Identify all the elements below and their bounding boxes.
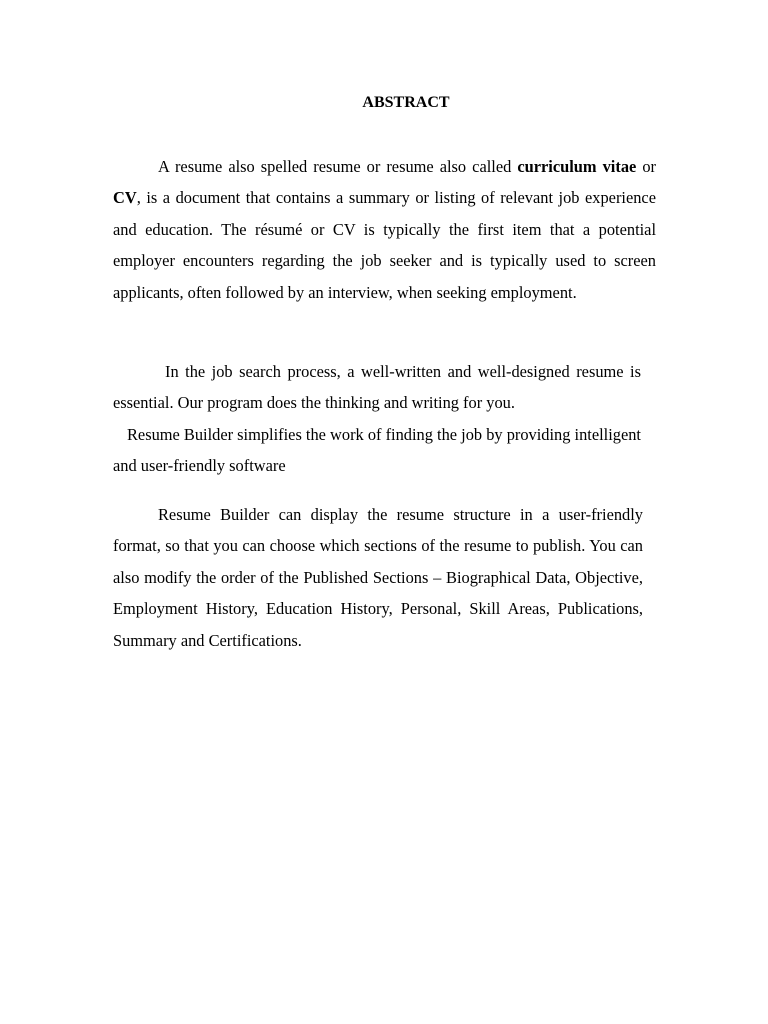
- paragraph-2-line-1: In the job search process, a well-written and well-designed resume is essential. Our program does the thinking and writing for you.: [113, 362, 641, 413]
- abstract-paragraph-3: Resume Builder can display the resume structure in a user-friendly format, so that you can choose which sections of the resume to publish. You can also modify the order of the Published Sections – Biographical Data, Objective, Employment History, Education History, Personal, Skill Areas, Publications, Summary and Certifications.: [113, 505, 643, 650]
- bold-term-curriculum-vitae: curriculum vitae: [517, 157, 637, 176]
- abstract-paragraph-2: [113, 356, 641, 482]
- abstract-paragraph-1: [113, 151, 656, 308]
- bold-term-cv: CV: [113, 188, 137, 208]
- paragraph-1-text-between: or: [636, 157, 656, 176]
- paragraph-1-text-start: A resume also spelled resume or resume also called: [158, 157, 518, 176]
- document-title: ABSTRACT: [362, 94, 450, 111]
- paragraph-1-text-end: , is a document that contains a summary or listing of relevant job experience and education. The résumé or CV is typically the first item that a potential employer encounters regarding the job seeker and is typically used to screen applicants, often followed by an interview, when seeking employment.: [113, 188, 656, 302]
- paragraph-2-line-2: Resume Builder simplifies the work of finding the job by providing intelligent and user-friendly software: [113, 424, 641, 476]
